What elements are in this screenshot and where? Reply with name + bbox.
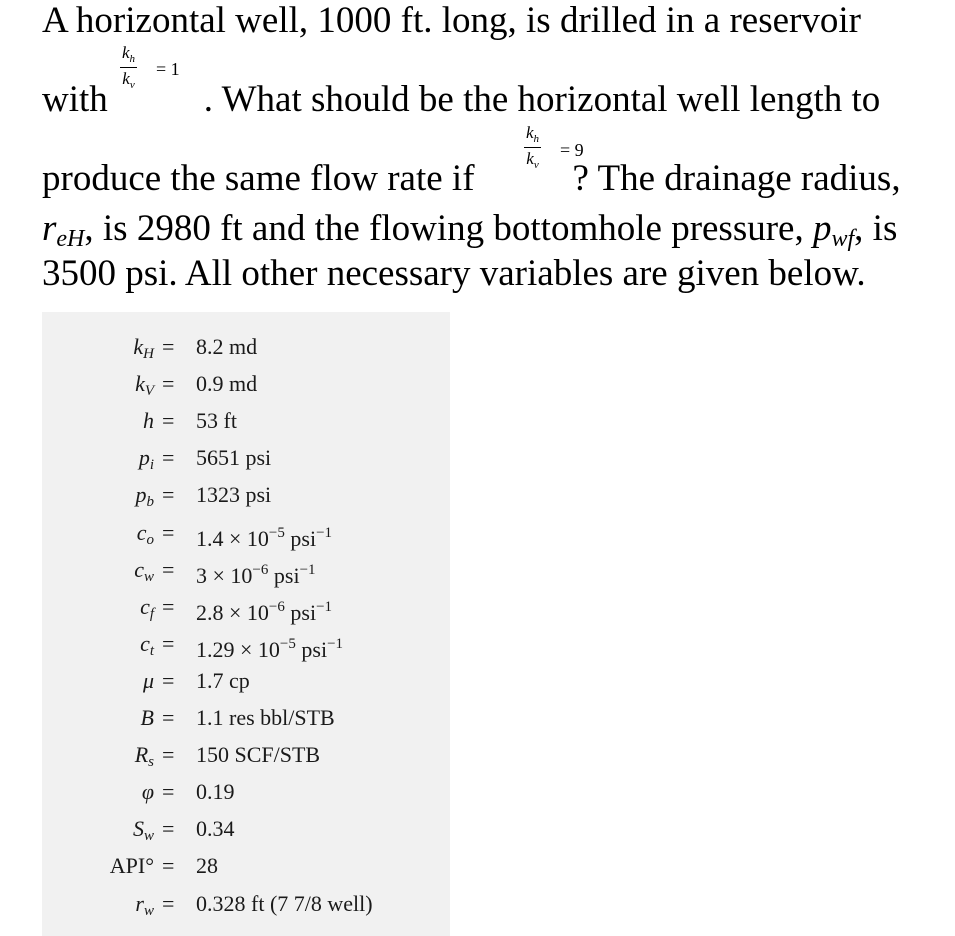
- equals-sign: =: [162, 519, 175, 545]
- equals-sign: =: [162, 334, 175, 359]
- variable-symbol: API°: [109, 853, 154, 879]
- equals-sign: =: [162, 742, 175, 768]
- equals-sign: =: [162, 705, 175, 730]
- variable-value: 0.19: [196, 779, 235, 805]
- variable-row: [42, 777, 442, 807]
- variable-row: [42, 814, 442, 844]
- variable-symbol: Sw: [132, 816, 154, 845]
- variable-row: [42, 889, 442, 919]
- variable-subscript: s: [148, 754, 154, 771]
- problem-line-4: $r_{eH}$, is 2980 ft and the flowing bottomhole pressure, $p_{wf}$, is: [42, 208, 898, 252]
- variable-subscript: H: [143, 346, 154, 362]
- variable-row: [42, 369, 442, 399]
- variable-symbol: cf: [140, 593, 154, 622]
- variable-row: [42, 851, 442, 881]
- equals-sign: =: [162, 890, 175, 916]
- equals-sign: =: [162, 630, 175, 656]
- variable-value: 1.7 cp: [196, 667, 250, 693]
- variable-symbol: kH: [133, 334, 154, 362]
- problem-line-2: with . What should be the horizontal well length to: [42, 79, 881, 120]
- variable-symbol: co: [136, 519, 154, 548]
- variable-row: [42, 703, 442, 733]
- variable-value: 150 SCF/STB: [196, 742, 321, 768]
- variable-value: $1.29 \times 10^{-5}$ psi$^{-1}$: [196, 635, 344, 662]
- equals-sign: =: [162, 482, 175, 508]
- variable-value: $3 \times 10^{-6}$ psi$^{-1}$: [196, 561, 316, 588]
- variable-value: 0.328 ft (7 7/8 well): [196, 890, 373, 916]
- variable-symbol: ct: [140, 630, 154, 659]
- variable-value: 1.1 res bbl/STB: [196, 705, 335, 730]
- variable-row: [42, 332, 442, 362]
- ratio-1-value: = 1: [156, 59, 180, 79]
- ratio-kh-kv-1: $\frac{k_h}{k_v}$: [122, 43, 136, 91]
- variable-symbol: φ: [141, 779, 154, 805]
- variable-subscript: o: [146, 531, 154, 548]
- variable-value: 53 ft: [196, 408, 237, 434]
- equals-sign: =: [162, 816, 175, 842]
- equals-sign: =: [162, 371, 175, 397]
- variable-subscript: t: [149, 642, 154, 659]
- equals-sign: =: [162, 853, 175, 879]
- variable-symbol: cw: [134, 556, 154, 585]
- variable-row: [42, 629, 442, 662]
- equals-sign: =: [162, 667, 175, 693]
- variable-symbol: kV: [135, 371, 154, 400]
- variable-row: [42, 518, 442, 551]
- equals-sign: =: [162, 556, 175, 582]
- equals-sign: =: [162, 445, 175, 471]
- variable-subscript: w: [143, 902, 154, 919]
- variable-symbol: Rs: [134, 742, 154, 771]
- variable-subscript: f: [149, 605, 154, 622]
- variable-subscript: w: [143, 568, 154, 585]
- problem-line-3: produce the same flow rate if ? The drainage radius,: [42, 158, 901, 199]
- variable-symbol: pb: [135, 482, 154, 511]
- variables-table: [42, 312, 450, 936]
- variable-row: [42, 592, 442, 625]
- problem-line-1: A horizontal well, 1000 ft. long, is drilled in a reservoir: [42, 0, 861, 41]
- variable-symbol: B: [140, 705, 154, 730]
- variable-row: [42, 666, 442, 696]
- variable-subscript: w: [143, 828, 154, 845]
- equals-sign: =: [162, 593, 175, 619]
- variable-symbol: pi: [138, 445, 154, 474]
- equals-sign: =: [162, 408, 175, 434]
- equals-sign: =: [162, 779, 175, 805]
- variable-row: [42, 480, 442, 510]
- variable-value: $2.8 \times 10^{-6}$ psi$^{-1}$: [196, 598, 333, 625]
- variable-value: 0.9 md: [196, 371, 258, 397]
- problem-line-5: 3500 psi. All other necessary variables are given below.: [42, 253, 866, 294]
- variable-subscript: V: [144, 383, 154, 400]
- variable-value: 5651 psi: [196, 445, 272, 471]
- variable-row: [42, 740, 442, 770]
- variable-row: [42, 555, 442, 588]
- ratio-kh-kv-2: $\frac{k_h}{k_v}$: [526, 123, 540, 171]
- variable-symbol: rw: [135, 890, 154, 919]
- variable-value: 1323 psi: [196, 482, 272, 508]
- variable-value: $1.4 \times 10^{-5}$ psi$^{-1}$: [196, 524, 333, 551]
- variable-subscript: b: [146, 494, 154, 511]
- ratio-2-value: = 9: [560, 140, 584, 160]
- variable-value: 8.2 md: [196, 334, 258, 359]
- variable-value: 0.34: [196, 816, 235, 842]
- variable-subscript: i: [149, 457, 154, 474]
- variable-value: 28: [196, 853, 218, 879]
- variable-row: [42, 406, 442, 436]
- variable-row: [42, 443, 442, 473]
- variable-symbol: h: [143, 408, 154, 434]
- variable-symbol: μ: [142, 667, 154, 693]
